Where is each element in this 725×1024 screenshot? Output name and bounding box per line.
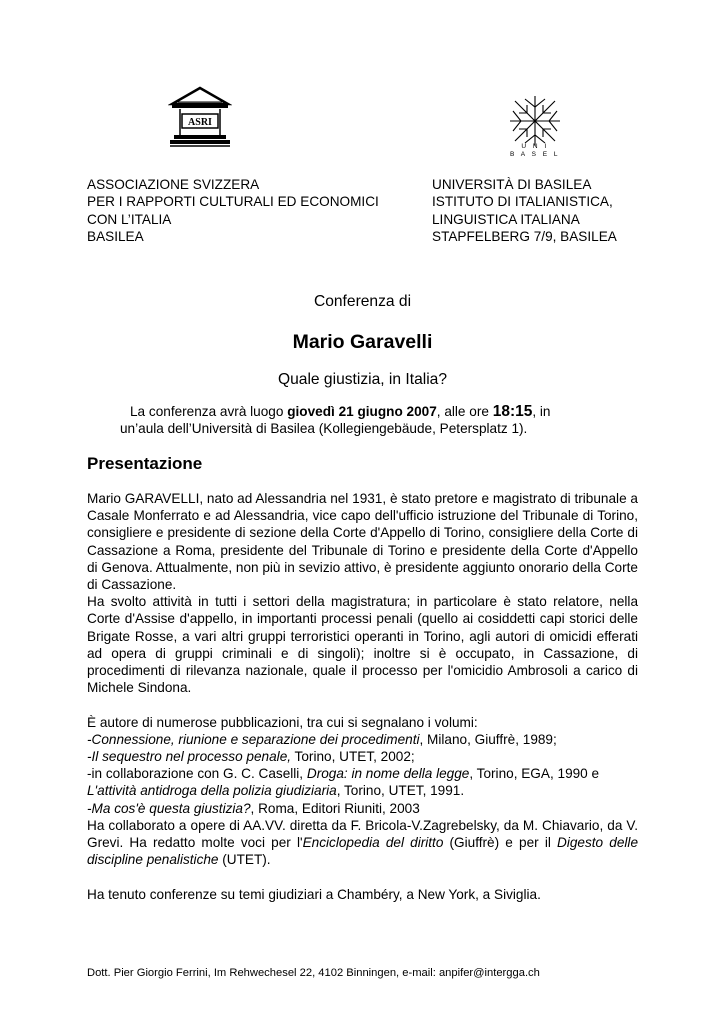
publication-item <box>87 765 638 782</box>
header-right-line: LINGUISTICA ITALIANA <box>432 211 580 227</box>
footer-contact: Dott. Pier Giorgio Ferrini, Im Rehwechesel 22, 4102 Binningen, e-mail: anpifer@intergga.ch <box>87 967 540 979</box>
header-right-line: STAPFELBERG 7/9, BASILEA <box>432 228 617 244</box>
publication-item <box>87 782 638 799</box>
pub-prefix: -in collaborazione con G. C. Caselli, <box>87 766 307 782</box>
bio-paragraph-1: Mario GARAVELLI, nato ad Alessandria nel 1931, è stato pretore e magistrato di tribunale a Casale Monferrato e ad Alessandria, vice capo dell'ufficio istruzione del Tribunale di Torino, consigliere e presidente di sezione della Corte d'Appello di Torino, consigliere della Corte di Cassazione a Roma, presidente del Tribunale di Torino e presidente della Corte d'Appello di Genova. Attualmente, non più in sevizio attivo, è presidente aggiunto onorario della Corte di Cassazione. <box>87 491 638 593</box>
header-right-line: UNIVERSITÀ DI BASILEA <box>432 177 592 192</box>
event-info <box>120 403 600 437</box>
bio-paragraph-2: Ha svolto attività in tutti i settori della magistratura; in particolare è stato relatore, nella Corte d'Assise d'appello, in importanti processi penali (quello ai cosiddetti capi storici delle Brigate Rosse, a vari altri gruppi terroristici operanti in Torino, agli autori di omicidi efferati ad opera di gruppi criminali e di singoli); inoltre si è occupato, in Cassazione, di procedimenti di rilevanza nazionale, quale il processo per l'omicidio Ambrosoli a carico di Michele Sindona. <box>87 594 638 696</box>
closing-paragraph: Ha tenuto conferenze su temi giudiziari a Chambéry, a New York, a Siviglia. <box>87 886 541 902</box>
section-heading: Presentazione <box>87 454 203 473</box>
pub-title: -Connessione, riunione e separazione dei procedimenti <box>87 731 420 747</box>
asri-logo-text: ASRI <box>188 117 212 128</box>
pub-details: Torino, UTET, 2002; <box>291 749 415 765</box>
pub-details: , Roma, Editori Riuniti, 2003 <box>250 800 420 816</box>
header-left-line: ASSOCIAZIONE SVIZZERA <box>87 177 260 192</box>
pub-title: Droga: in nome della legge <box>306 766 470 782</box>
collab-digest: Digesto delle discipline penalistiche <box>87 835 639 868</box>
pub-title: -Ma cos'è questa giustizia? <box>87 800 251 816</box>
header-left-line: CON L’ITALIA <box>87 211 172 227</box>
pub-details: , Milano, Giuffrè, 1989; <box>419 731 557 747</box>
event-time: 18:15 <box>492 403 533 420</box>
publications-intro: È autore di numerose pubblicazioni, tra cui si segnalano i volumi: <box>87 714 478 730</box>
collab-text: (Giuffrè) e per il <box>443 835 558 851</box>
info-prefix: La conferenza avrà luogo <box>130 404 288 419</box>
unibasel-logo-uni: U N I <box>521 143 549 150</box>
speaker-name: Mario Garavelli <box>292 331 433 353</box>
presentation-body <box>87 490 638 903</box>
event-info-line2: un’aula dell’Università di Basilea (Kollegiengebäude, Petersplatz 1). <box>120 421 528 436</box>
publication-item <box>87 731 638 748</box>
collab-encyclopedia: Enciclopedia del diritto <box>302 835 444 851</box>
header-left-address <box>87 176 407 245</box>
collab-text: Ha collaborato a opere di AA.VV. diretta da F. Bricola-V.Zagrebelsky, da M. Chiavario, da V. Grevi. Ha redatto molte voci per l' <box>87 817 638 851</box>
pub-details: , Torino, UTET, 1991. <box>336 783 465 799</box>
conference-label: Conferenza di <box>313 293 412 310</box>
conference-title: Quale giustizia, in Italia? <box>277 371 448 388</box>
pub-title: -Il sequestro nel processo penale, <box>87 749 292 765</box>
event-info-line1 <box>120 403 600 420</box>
publication-item <box>87 748 638 765</box>
header-left-line: BASILEA <box>87 228 144 244</box>
collab-text: (UTET). <box>218 852 271 868</box>
asri-logo <box>168 86 232 152</box>
header-right-address <box>432 176 692 245</box>
info-suffix: , in <box>532 404 551 419</box>
collaboration-paragraph <box>87 817 638 869</box>
unibasel-logo-basel: B A S E L <box>510 151 560 158</box>
event-date: giovedì 21 giugno 2007 <box>287 404 437 419</box>
header-right-line: ISTITUTO DI ITALIANISTICA, <box>432 194 613 210</box>
pub-title: L'attività antidroga della polizia giudiziaria <box>87 783 337 799</box>
header-left-line: PER I RAPPORTI CULTURALI ED ECONOMICI <box>87 194 379 210</box>
publication-item <box>87 800 638 817</box>
pub-details: , Torino, EGA, 1990 e <box>469 766 600 782</box>
info-mid: , alle ore <box>436 404 493 419</box>
